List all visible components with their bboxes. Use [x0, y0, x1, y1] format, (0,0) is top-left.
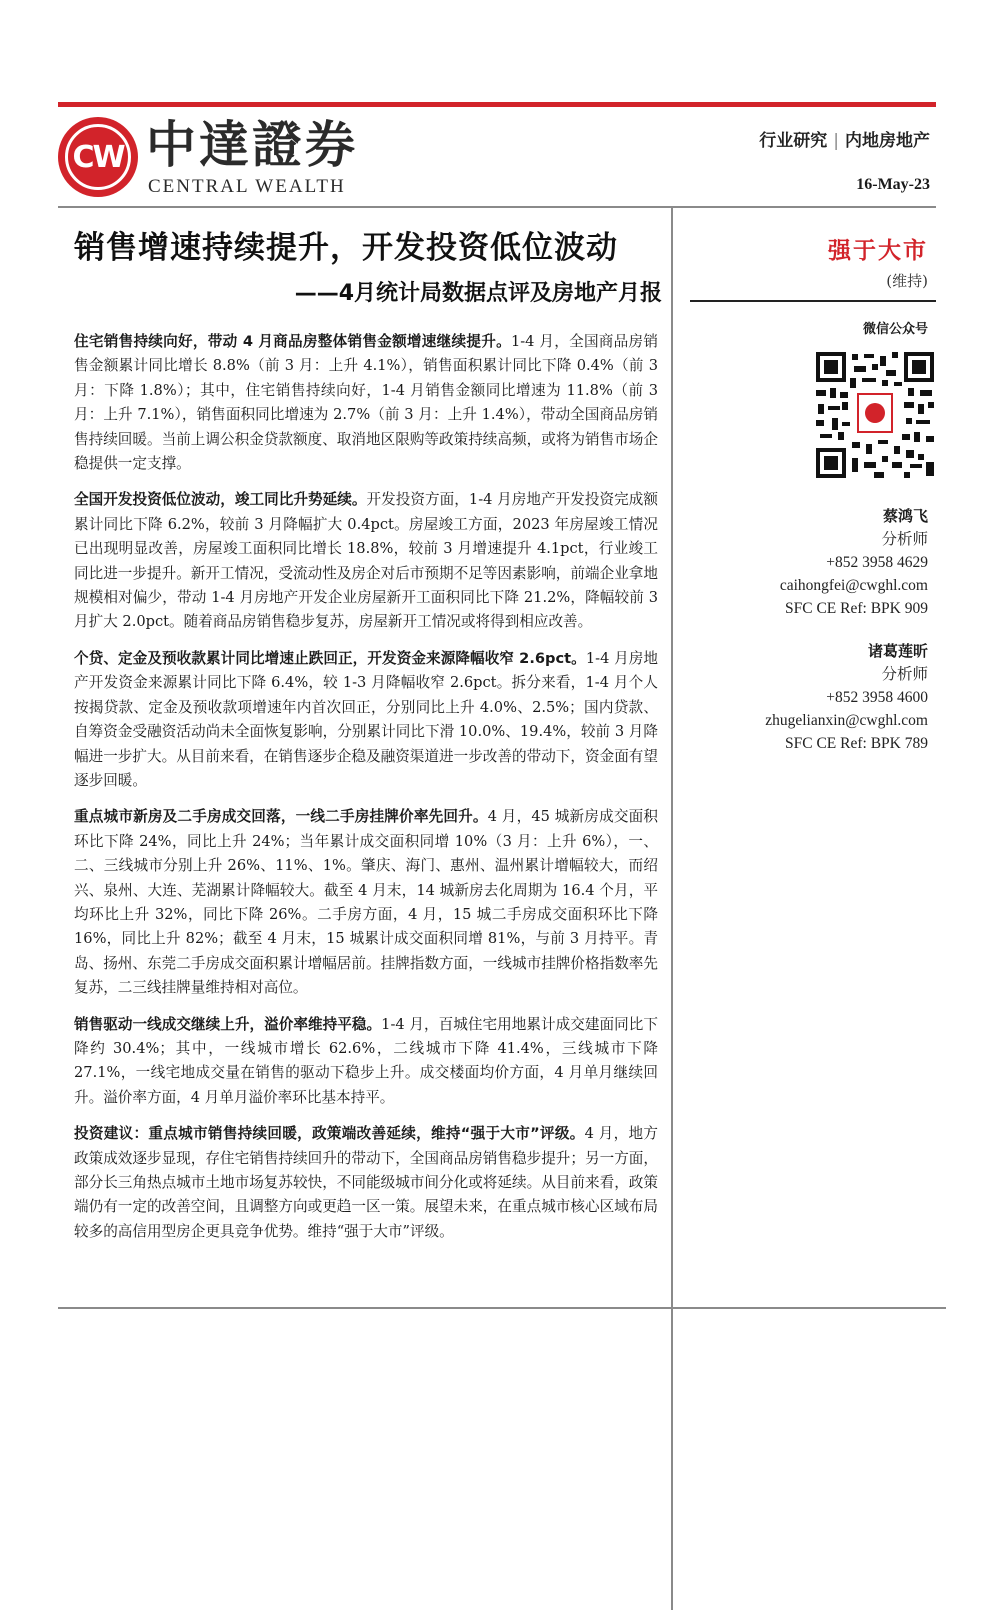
report-title: 销售增速持续提升，开发投资低位波动: [74, 230, 618, 266]
paragraph-text: 4 月，地方政策成效逐步显现，存住宅销售持续回升的带动下，全国商品房销售稳步提升；另一方面，部分长三角热点城市土地市场复苏较快，不同能级城市间分化或将延续。从目前来看，政策端仍有一定的改善空间，且调整方向或更趋一区一策。展望未来，在重点城市核心区域布局较多的高信用型房企更具竞争优势。维持“强于大市”评级。: [74, 1125, 658, 1240]
category-primary: 行业研究: [759, 131, 828, 151]
paragraph-lead: 投资建议：重点城市销售持续回暖，政策端改善延续，维持“强于大市”评级。: [74, 1125, 585, 1143]
wechat-label: 微信公众号: [862, 322, 928, 337]
analyst-name: 诸葛莲昕: [867, 642, 928, 660]
paragraph-funding: [74, 647, 658, 793]
logo-mark: CW: [72, 139, 124, 175]
rating-label: 强于大市: [828, 238, 928, 264]
brand-name-cn: 中達證券: [146, 115, 358, 174]
analyst-card: [698, 504, 928, 620]
analyst-name: 蔡鸿飞: [882, 507, 928, 525]
paragraph-recommendation: [74, 1122, 658, 1244]
analyst-license: SFC CE Ref: BPK 909: [785, 600, 928, 617]
report-date: 16-May-23: [856, 176, 930, 193]
analyst-license: SFC CE Ref: BPK 789: [785, 735, 928, 752]
category-separator: |: [833, 131, 839, 151]
report-category: [759, 126, 930, 151]
paragraph-lead: 销售驱动一线成交继续上升，溢价率维持平稳。: [74, 1015, 382, 1033]
report-subtitle: ——4月统计局数据点评及房地产月报: [294, 281, 662, 306]
paragraph-text: 1-4 月，百城住宅用地累计成交建面同比下降约 30.4%；其中，一线城市增长 62.6%，二线城市下降 41.4%，三线城市下降 27.1%，一线宅地成交量在销售的驱动下稳步上升。成交楼面均价方面，4 月单月继续回升。溢价率方面，4 月单月溢价率环比基本持平。: [74, 1015, 658, 1106]
paragraph-land: [74, 1013, 658, 1111]
paragraph-investment: [74, 488, 658, 634]
paragraph-text: 4 月，45 城新房成交面积环比下降 24%，同比上升 24%；当年累计成交面积同增 10%（3 月：上升 6%），一、二、三线城市分别上升 26%、11%、1%。肇庆、海门、惠州、温州累计增幅较大，而绍兴、泉州、大连、芜湖累计降幅较大。截至 4 月末，14 城新房去化周期为 16.4 个月，平均环比上升 32%，同比下降 26%。二手房方面，4 月，15 城二手房成交面积环比下降 16%，同比上升 82%；截至 4 月末，15 城累计成交面积同增 81%，与前 3 月持平。青岛、扬州、东莞二手房成交面积累计增幅居前。挂牌指数方面，一线城市挂牌价格指数率先复苏，二三线挂牌量维持相对高位。: [74, 808, 658, 997]
column-divider: [671, 208, 673, 1610]
cw-logo-icon: [58, 117, 138, 197]
header-divider: [58, 206, 936, 208]
wechat-qr-code-icon: [814, 350, 936, 480]
report-body: [74, 330, 658, 1256]
header-accent-bar: [58, 102, 936, 107]
analyst-card: [698, 639, 928, 755]
paragraph-sales: [74, 330, 658, 476]
paragraph-lead: 个贷、定金及预收款累计同比增速止跌回正，开发资金来源降幅收窄 2.6pct。: [74, 649, 586, 667]
paragraph-text: 1-4 月，全国商品房销售金额累计同比增长 8.8%（前 3 月：上升 4.1%），销售面积累计同比下降 0.4%（前 3 月：下降 1.8%）；其中，住宅销售持续向好，1-4 月销售金额同比增速为 11.8%（前 3 月：上升 7.1%），销售面积同比增速为 2.7%（前 3 月：上升 1.4%），带动全国商品房销售持续回暖。当前上调公积金贷款额度、取消地区限购等政策持续高频，或将为销售市场企稳提供一定支撑。: [74, 333, 658, 473]
sidebar-divider: [690, 300, 936, 302]
analyst-role: 分析师: [881, 531, 928, 548]
analyst-phone: +852 3958 4600: [826, 689, 928, 706]
paragraph-text: 开发投资方面，1-4 月房地产开发投资完成额累计同比下降 6.2%，较前 3 月降幅扩大 0.4pct。房屋竣工方面，2023 年房屋竣工情况已出现明显改善，房屋竣工面积同比增长 18.8%，较前 3 月增速提升 4.1pct，行业竣工同比进一步提升。新开工情况，受流动性及房企对后市预期不足等因素影响，前端企业拿地规模相对偏少，带动 1-4 月房地产开发企业房屋新开工面积同比下降 21.2%，降幅较前 3 月扩大 2.0pct。随着商品房销售稳步复苏，房屋新开工情况或将得到相应改善。: [74, 491, 658, 631]
paragraph-lead: 全国开发投资低位波动，竣工同比升势延续。: [74, 491, 367, 509]
analyst-email[interactable]: zhugelianxin@cwghl.com: [765, 712, 928, 729]
paragraph-text: 1-4 月房地产开发资金来源累计同比下降 6.4%，较 1-3 月降幅收窄 2.6pct。拆分来看，1-4 月个人按揭贷款、定金及预收款项增速年内首次回正，分别同比上升 4.0%、2.5%；国内贷款、自筹资金受融资活动尚未全面恢复影响，分别累计同比下滑 10.0%、19.4%，较前 3 月降幅进一步扩大。从目前来看，在销售逐步企稳及融资渠道进一步改善的带动下，资金面有望逐步回暖。: [74, 649, 659, 789]
paragraph-lead: 重点城市新房及二手房成交回落，一线二手房挂牌价率先回升。: [74, 808, 488, 826]
paragraph-lead: 住宅销售持续向好，带动 4 月商品房整体销售金额增速继续提升。: [74, 333, 511, 350]
category-secondary: 内地房地产: [845, 131, 930, 151]
paragraph-city-transactions: [74, 805, 658, 1000]
rating-note: (维持): [886, 272, 928, 290]
analyst-phone: +852 3958 4629: [826, 554, 928, 571]
brand-name-en: CENTRAL WEALTH: [148, 176, 346, 197]
analyst-role: 分析师: [881, 666, 928, 683]
footer-divider: [58, 1307, 946, 1309]
analyst-email[interactable]: caihongfei@cwghl.com: [779, 577, 928, 594]
